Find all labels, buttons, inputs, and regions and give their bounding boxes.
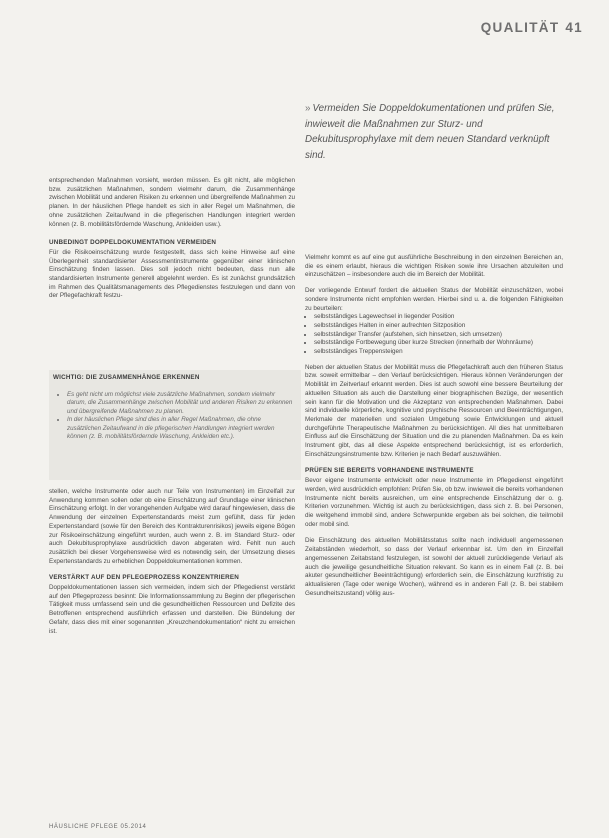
left-section-paragraph: Für die Risikoeinschätzung wurde festgestellt, dass sich keine Hinweise auf eine Überlegenheit standardisierter Assessmentinstrumente gegenüber einer klinischen Einschätzung finden lassen. Dies soll jedoch nicht bedeuten, dass nun alle standardisierten Instrumente generell abgelehnt werden. Es ist zunächst grundsätzlich im Rahmen des Qualitätsmanagements des Pflegedienstes festzulegen und dann von der Pflegefachkraft festzu-	[49, 248, 295, 300]
pull-quote	[305, 101, 567, 163]
criteria-item: • selbstständige Fortbewegung über kurze Strecken (innerhalb der Wohnräume)	[314, 339, 563, 348]
left-after-box-paragraph: stellen, welche Instrumente oder auch nur Teile von Instrumenten) im Einzelfall zur Anwendung kommen sollen oder ob eine Einschätzung auf Grundlage einer klinischen Einschätzung erfolgt. In der vorangehenden Aufgabe wird darauf hingewiesen, dass die Anwendung der einzelnen Expertenstandards meist zum gefühlt, dass für jeden Expertenstandard (sowie für den Bereich des Kontrakturenrisikos) jeweils eigene Bögen zur Risikoeinschätzung eingeführt wurden, auch wenn z. B. im Standard Sturz- oder auch Dekubitusprophylaxe ausdrücklich davon abgeraten wird. Fehlt nun auch zusätzlich bei dieser Vorgehensweise wird es notwendig sein, der Umsetzung dieses Expertenstandards zu erheblichen Doppeldokumentationen kommen.	[49, 488, 295, 565]
criteria-item: • selbstständiges Treppensteigen	[314, 348, 563, 357]
right-paragraph-1: Vielmehr kommt es auf eine gut ausführliche Beschreibung in den einzelnen Bereichen an, die es einem erlaubt, hieraus die wichtigen Risiken sowie ihre Ursachen abzuleiten und einzuschätzen – insbesondere auch die im Bereich der Mobilität.	[305, 254, 563, 279]
page-number: 41	[565, 20, 583, 35]
info-box	[49, 370, 301, 480]
right-instrumente-paragraph: Bevor eigene Instrumente entwickelt oder neue Instrumente im Pflegedienst eingeführt werden, wird ausdrücklich empfohlen: Prüfen Sie, ob bzw. inwieweit die bereits vorhandenen Instrumente nicht bereits ausreichen, um eine entsprechende Einschätzung der o. g. Kriterien vorzunehmen. Wichtig ist auch zu berücksichtigen, dass sich z. B. bei Personen, die weitgehend immobil sind, andere Schwerpunkte ergeben als bei solchen, die teilmobil oder mobil sind.	[305, 477, 563, 528]
section-title: QUALITÄT	[480, 20, 560, 35]
page-header	[481, 20, 583, 35]
pull-quote-text: Vermeiden Sie Doppeldokumentationen und prüfen Sie, inwieweit die Maßnahmen zur Sturz- und Dekubitusprophylaxe mit dem neuen Standard verknüpft sind.	[305, 103, 555, 161]
left-intro-paragraph: entsprechenden Maßnahmen vorsieht, werden müssen. Es gilt nicht, alle möglichen bzw. zusätzlichen Maßnahmen, sondern vielmehr darum, die Zusammenhänge zwischen Mobilität und anderen Risiken zu erkennen und übergreifende Maßnahmen zu planen. In der häuslichen Pflege handelt es sich in aller Regel um Maßnahmen, die ohne zusätzlichen Zeitaufwand in die pflegerischen Handlungen integriert werden können (z. B. mobilitätsfördernde Waschung, Ankleiden usw.).	[49, 177, 295, 228]
mobility-criteria-list	[305, 313, 563, 357]
info-box-list	[57, 391, 293, 441]
section-heading-pflegeprozess: VERSTÄRKT AUF DEN PFLEGEPROZESS KONZENTRIEREN	[49, 574, 239, 582]
section-heading-doppeldokumentation: UNBEDINGT DOPPELDOKUMENTATION VERMEIDEN	[49, 239, 217, 247]
criteria-item: • selbstständiges Halten in einer aufrechten Sitzposition	[314, 322, 563, 331]
info-box-heading: WICHTIG: DIE ZUSAMMENHÄNGE ERKENNEN	[53, 374, 200, 381]
left-column-bottom	[49, 488, 295, 636]
criteria-item: • selbstständiger Transfer (aufstehen, sich hinsetzen, sich umsetzen)	[314, 331, 563, 340]
left-pflegeprozess-paragraph: Doppeldokumentationen lassen sich vermeiden, indem sich der Pflegedienst verstärkt auf den Pflegeprozess besinnt: Die Informationssammlung zu Beginn der pflegerischen Tätigkeit muss umfassend sein und die gesundheitlichen Ressourcen und Defizite des Betroffenen entsprechend ausführlich erfassen und darstellen. Die Bündelung der Gefahr, dass dies mit einer sogenannten „Kreuzchendokumentation“ nicht zu erreichen ist.	[49, 584, 295, 635]
page-footer: HÄUSLICHE PFLEGE 05.2014	[49, 824, 147, 830]
right-column	[305, 254, 563, 598]
quote-mark: »	[305, 103, 311, 114]
info-box-item: • Es geht nicht um möglichst viele zusätzliche Maßnahmen, sondern vielmehr darum, die Zusammenhänge zwischen Mobilität und anderen Risiken zu erkennen und übergreifende Maßnahmen zu planen.	[67, 391, 293, 416]
right-paragraph-2: Der vorliegende Entwurf fordert die aktuellen Status der Mobilität einzuschätzen, wobei sondere Instrumente nicht empfohlen werden. Hierbei sind u. a. die folgenden Fähigkeiten zu beurteilen:	[305, 287, 563, 312]
criteria-item: • selbstständiges Lagewechsel in liegender Position	[314, 313, 563, 322]
right-paragraph-4: Die Einschätzung des aktuellen Mobilitätsstatus sollte nach individuell angemessenen Zeitabständen wiederholt, so dass der Verlauf erkennbar ist. Um den im Einzelfall angemessenen Zeitabstand festzulegen, ist sowohl der aktuell zurückliegende Verlauf als auch die jeweilige gesundheitliche Situation relevant. So kann es in einem Fall (z. B. bei akuter gesundheitlicher Beeinträchtigung) erforderlich sein, die Einschätzung kurzfristig zu aktualisieren (Tage oder wenige Wochen), während es in anderen Fall (z. B. bei stabilem Gesundheitszustand) völlig aus-	[305, 537, 563, 597]
info-box-item: • In der häuslichen Pflege sind dies in aller Regel Maßnahmen, die ohne zusätzlichen Zeitaufwand in die pflegerischen Handlungen integriert werden können (z. B. mobilitätsfördernde Waschung, Ankleiden etc.).	[67, 416, 293, 441]
left-column-top	[49, 177, 295, 301]
right-paragraph-3: Neben der aktuellen Status der Mobilität muss die Pflegefachkraft auch den früheren Status bzw. soweit ermittelbar – den Verlauf berücksichtigen. Hieraus können Veränderungen der Mobilität im Zeitverlauf erkannt werden. Dies ist auch sowohl eine bessere Beurteilung der aktuellen Situation als auch die Darstellung einer biographischen Bezüge, der wesentlich sein kann für die Motivation und die Akzeptanz von entsprechenden Maßnahmen. Dabei sind individuelle körperliche, kognitive und psychische Ressourcen und Beeinträchtigungen, Merkmale der materiellen und sozialen Umgebung sowie Entwicklungen und aktuell durchgeführte Therapeutische Maßnahmen zu berücksichtigen. All dies hat unmittelbaren Einfluss auf die Einschätzung der Situation und die zu planenden Maßnahmen. Da es kein Instrument gibt, das all diese Aspekte entsprechend berücksichtigt, ist es erforderlich, Einschätzungsinstrumente bzw. Kriterien je nach Bedarf auszuwählen.	[305, 363, 563, 458]
section-heading-instrumente: PRÜFEN SIE BEREITS VORHANDENE INSTRUMENTE	[305, 467, 474, 475]
